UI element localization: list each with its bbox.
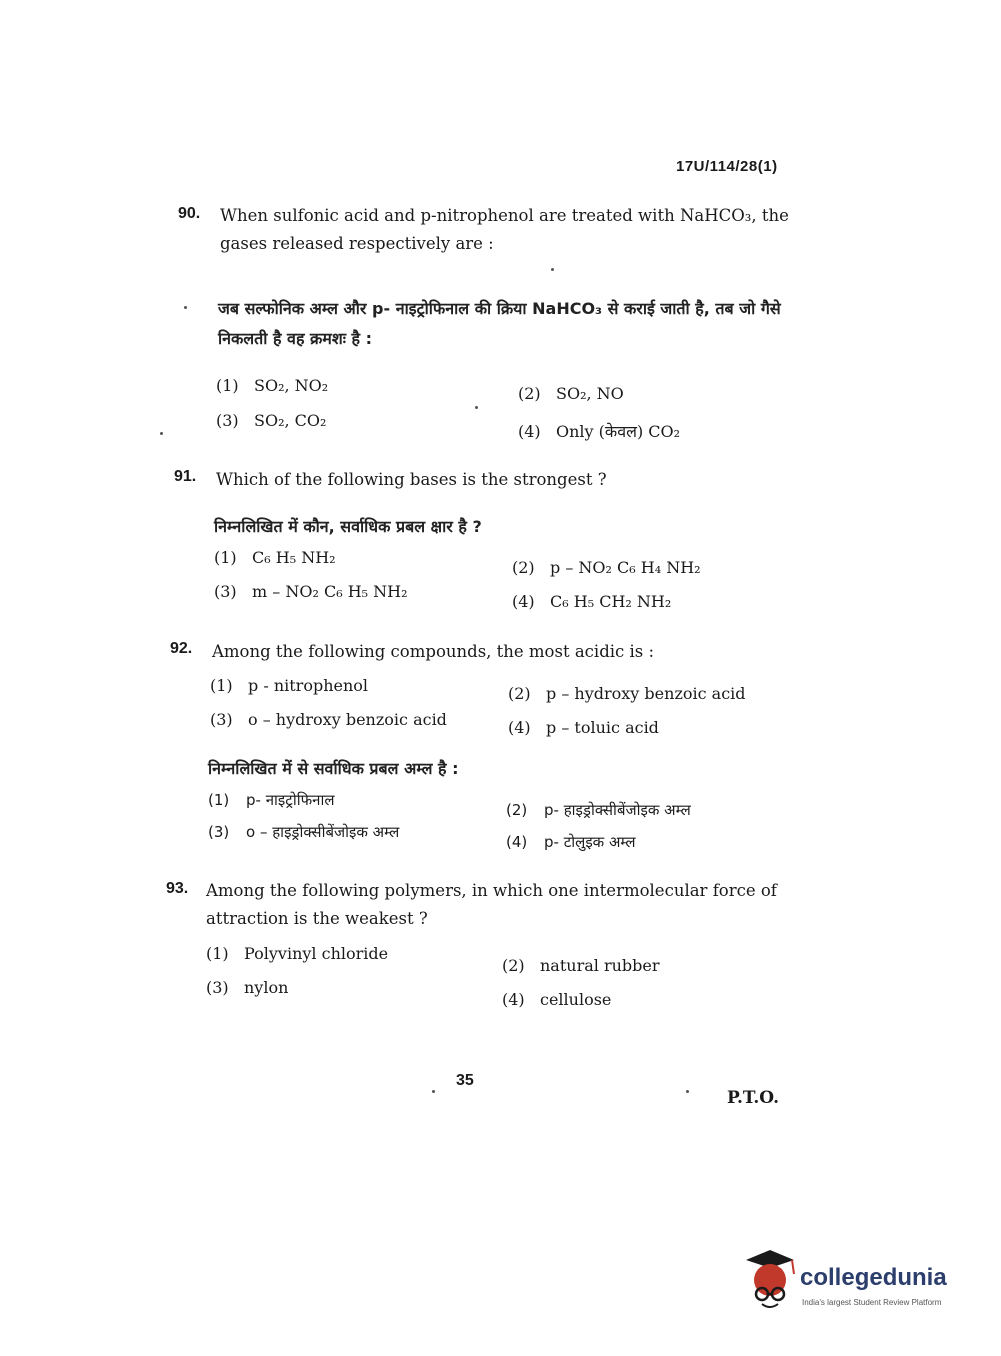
collegedunia-logo (742, 1246, 972, 1316)
option-1 (214, 548, 336, 567)
option-number: (2) (508, 684, 531, 703)
scan-speck (160, 432, 163, 435)
option-2 (518, 384, 624, 403)
option-number: (3) (208, 823, 230, 841)
page-number: 35 (456, 1072, 474, 1089)
option-text: p- हाइड्रोक्सीबेंजोइक अम्ल (544, 801, 691, 819)
option-1 (210, 676, 368, 695)
option-4 (512, 592, 671, 611)
question-text-en: Which of the following bases is the strongest ? (216, 470, 607, 489)
question-text-hi: निम्नलिखित में से सर्वाधिक प्रबल अम्ल है : (208, 759, 459, 778)
option-number: (1) (216, 376, 239, 395)
option-1-hi (208, 790, 335, 810)
option-number: (2) (506, 801, 528, 819)
option-number: (2) (512, 558, 535, 577)
option-number: (1) (210, 676, 233, 695)
option-text: SO₂, NO₂ (254, 376, 329, 395)
question-number: 90. (178, 205, 201, 222)
option-text: p – NO₂ C₆ H₄ NH₂ (550, 558, 701, 577)
option-text: SO₂, NO (556, 384, 624, 403)
scan-speck (686, 1090, 689, 1093)
option-2 (512, 558, 701, 577)
question-number: 92. (170, 640, 193, 657)
option-3 (210, 710, 447, 729)
option-text: p – hydroxy benzoic acid (546, 684, 746, 703)
logo-brand: collegedunia (800, 1264, 947, 1291)
option-3 (214, 582, 408, 601)
option-text: cellulose (540, 990, 612, 1009)
option-text: SO₂, CO₂ (254, 411, 327, 430)
question-text-en: Among the following compounds, the most acidic is : (212, 642, 655, 661)
option-number: (1) (214, 548, 237, 567)
option-number: (4) (508, 718, 531, 737)
option-3-hi (208, 822, 399, 842)
paper-code: 17U/114/28(1) (676, 158, 778, 175)
option-text: p- टोलुइक अम्ल (544, 833, 636, 851)
logo-tagline: India's largest Student Review Platform (802, 1298, 942, 1307)
option-text: C₆ H₅ NH₂ (252, 548, 336, 567)
option-1 (216, 376, 328, 395)
option-text: m – NO₂ C₆ H₅ NH₂ (252, 582, 408, 601)
option-number: (1) (206, 944, 229, 963)
question-text-hi: निम्नलिखित में कौन, सर्वाधिक प्रबल क्षार है ? (214, 517, 482, 536)
scan-speck (432, 1090, 435, 1093)
scan-speck (475, 406, 478, 409)
option-number: (3) (214, 582, 237, 601)
option-4 (518, 420, 680, 442)
option-text: Only (केवल) CO₂ (556, 422, 681, 441)
option-number: (3) (206, 978, 229, 997)
option-3 (216, 411, 326, 430)
option-number: (4) (506, 833, 528, 851)
option-number: (3) (216, 411, 239, 430)
option-2 (508, 684, 746, 703)
pto-label: P.T.O. (727, 1088, 779, 1108)
option-4 (502, 990, 611, 1009)
option-number: (2) (502, 956, 525, 975)
question-text-en: Among the following polymers, in which one intermolecular force of attraction is the weakest ? (206, 881, 777, 928)
option-text: o – हाइड्रोक्सीबेंजोइक अम्ल (246, 823, 400, 841)
option-1 (206, 944, 388, 963)
option-text: nylon (244, 978, 289, 997)
option-text: o – hydroxy benzoic acid (248, 710, 447, 729)
option-number: (1) (208, 791, 230, 809)
scan-speck (184, 306, 187, 309)
option-text: p – toluic acid (546, 718, 659, 737)
option-number: (4) (502, 990, 525, 1009)
option-2 (502, 956, 660, 975)
option-text: C₆ H₅ CH₂ NH₂ (550, 592, 672, 611)
option-number: (4) (512, 592, 535, 611)
option-4-hi (506, 832, 636, 852)
option-text: p - nitrophenol (248, 676, 369, 695)
option-number: (3) (210, 710, 233, 729)
question-text-en: When sulfonic acid and p-nitrophenol are treated with NaHCO₃, the gases released respectively are : (220, 206, 789, 253)
option-number: (2) (518, 384, 541, 403)
question-text-hi: जब सल्फोनिक अम्ल और p- नाइट्रोफिनाल की क्रिया NaHCO₃ से कराई जाती है, तब जो गैसे निकलती है वह क्रमशः है : (218, 299, 781, 348)
option-2-hi (506, 800, 691, 820)
mascot-icon (742, 1246, 798, 1316)
scan-speck (551, 268, 554, 271)
option-4 (508, 718, 659, 737)
option-text: natural rubber (540, 956, 660, 975)
question-number: 91. (174, 468, 197, 485)
option-text: p- नाइट्रोफिनाल (246, 791, 335, 809)
option-number: (4) (518, 422, 541, 441)
option-3 (206, 978, 288, 997)
option-text: Polyvinyl chloride (244, 944, 389, 963)
question-number: 93. (166, 880, 189, 897)
